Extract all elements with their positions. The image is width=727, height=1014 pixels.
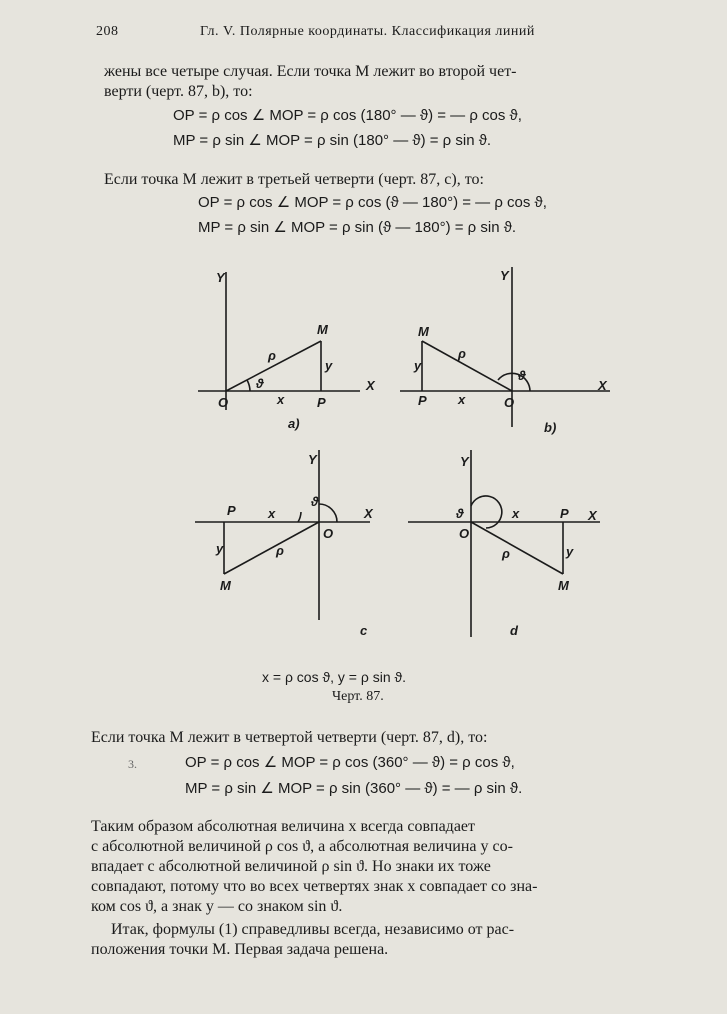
label-theta-d: ϑ	[456, 506, 464, 521]
paragraph-4-line-4: совпадают, потому что во всех четвертях знак x совпадает со зна-	[91, 878, 538, 895]
formula-op-second-quadrant: OP = ρ cos ∠ MOP = ρ cos (180° — ϑ) = — ρ cos ϑ,	[173, 107, 522, 124]
label-y-axis-b: Y	[500, 268, 509, 283]
paragraph-1	[104, 62, 670, 102]
label-rho-c: ρ	[276, 543, 284, 558]
label-y-b: y	[414, 358, 422, 373]
label-panel-a: a)	[288, 416, 300, 431]
paragraph-4-line-5: ком cos ϑ, а знак y — со знаком sin ϑ.	[91, 898, 343, 915]
label-y-c: y	[216, 541, 224, 556]
label-x-b: x	[458, 392, 466, 407]
running-title: Гл. V. Полярные координаты. Классификация линий	[200, 24, 535, 39]
label-o-c: O	[323, 526, 334, 541]
label-m-d: M	[558, 578, 569, 593]
label-p-b: P	[418, 393, 427, 408]
radius-b	[422, 341, 512, 391]
label-panel-d: d	[510, 623, 518, 638]
paragraph-4-line-1: Таким образом абсолютная величина x всегда совпадает	[91, 818, 476, 835]
label-o-b: O	[504, 395, 515, 410]
paragraph-1-line-2: верти (черт. 87, b), то:	[104, 83, 253, 100]
label-o-a: O	[218, 395, 229, 410]
label-panel-c: c	[360, 623, 368, 638]
label-rho-d: ρ	[502, 546, 510, 561]
paragraph-5-line-1: Итак, формулы (1) справедливы всегда, независимо от рас-	[111, 921, 515, 938]
figure-87	[180, 262, 640, 657]
label-x-axis-c: X	[364, 506, 373, 521]
label-theta-c: ϑ	[311, 494, 319, 509]
label-y-d: y	[566, 544, 574, 559]
label-x-d: x	[512, 506, 520, 521]
paragraph-4	[91, 817, 681, 917]
paragraph-5-line-1-wrap	[91, 920, 681, 940]
paragraph-4-line-2: с абсолютной величиной ρ cos ϑ, а абсолютная величина y со-	[91, 838, 513, 855]
margin-mark: 3.	[128, 757, 137, 771]
label-x-c: x	[268, 506, 276, 521]
label-p-a: P	[317, 395, 326, 410]
paragraph-2: Если точка M лежит в третьей четверти (черт. 87, c), то:	[104, 171, 484, 188]
formula-mp-third-quadrant: MP = ρ sin ∠ MOP = ρ sin (ϑ — 180°) = ρ sin ϑ.	[198, 219, 517, 236]
label-x-axis-d: X	[588, 508, 597, 523]
label-theta-a: ϑ	[256, 376, 264, 391]
page-number: 208	[96, 24, 119, 39]
formula-op-third-quadrant: OP = ρ cos ∠ MOP = ρ cos (ϑ — 180°) = — ρ cos ϑ,	[198, 194, 547, 211]
label-o-d: O	[459, 526, 470, 541]
paragraph-5-line-2: положения точки M. Первая задача решена.	[91, 941, 389, 958]
angle-arc-d	[471, 496, 502, 528]
paragraph-5	[91, 920, 681, 960]
label-rho-a: ρ	[268, 348, 276, 363]
panel-a	[198, 272, 360, 410]
label-rho-b: ρ	[458, 346, 466, 361]
radius-c	[224, 522, 319, 574]
label-x-a: x	[277, 392, 285, 407]
label-p-c: P	[227, 503, 236, 518]
figure-formula: x = ρ cos ϑ, y = ρ sin ϑ.	[262, 669, 407, 685]
angle-arc-a	[247, 380, 250, 391]
formula-mp-fourth-quadrant: MP = ρ sin ∠ MOP = ρ sin (360° — ϑ) = — ρ sin ϑ.	[185, 780, 523, 797]
label-y-axis-a: Y	[216, 270, 225, 285]
label-y-a: y	[325, 358, 333, 373]
label-theta-b: ϑ	[518, 368, 526, 383]
formula-op-fourth-quadrant: OP = ρ cos ∠ MOP = ρ cos (360° — ϑ) = ρ cos ϑ,	[185, 754, 515, 771]
paragraph-4-line-3: впадает с абсолютной величиной ρ sin ϑ. Но знаки их тоже	[91, 858, 491, 875]
label-y-axis-c: Y	[308, 452, 317, 467]
panel-c	[195, 450, 370, 620]
angle-arc-c	[319, 504, 337, 522]
formula-mp-second-quadrant: MP = ρ sin ∠ MOP = ρ sin (180° — ϑ) = ρ sin ϑ.	[173, 132, 492, 149]
paragraph-1-line-1: жены все четыре случая. Если точка M лежит во второй чет-	[104, 63, 517, 80]
label-m-b: M	[418, 324, 429, 339]
label-p-d: P	[560, 506, 569, 521]
angle-arc-c-inner	[298, 512, 301, 522]
label-panel-b: b)	[544, 420, 557, 435]
radius-d	[471, 522, 563, 574]
label-m-a: M	[317, 322, 328, 337]
label-x-axis-b: X	[598, 378, 607, 393]
paragraph-3: Если точка M лежит в четвертой четверти (черт. 87, d), то:	[91, 729, 488, 746]
label-x-axis-a: X	[366, 378, 375, 393]
label-m-c: M	[220, 578, 231, 593]
figure-87-diagram	[180, 262, 640, 652]
figure-caption: Черт. 87.	[332, 689, 384, 704]
label-y-axis-d: Y	[460, 454, 469, 469]
